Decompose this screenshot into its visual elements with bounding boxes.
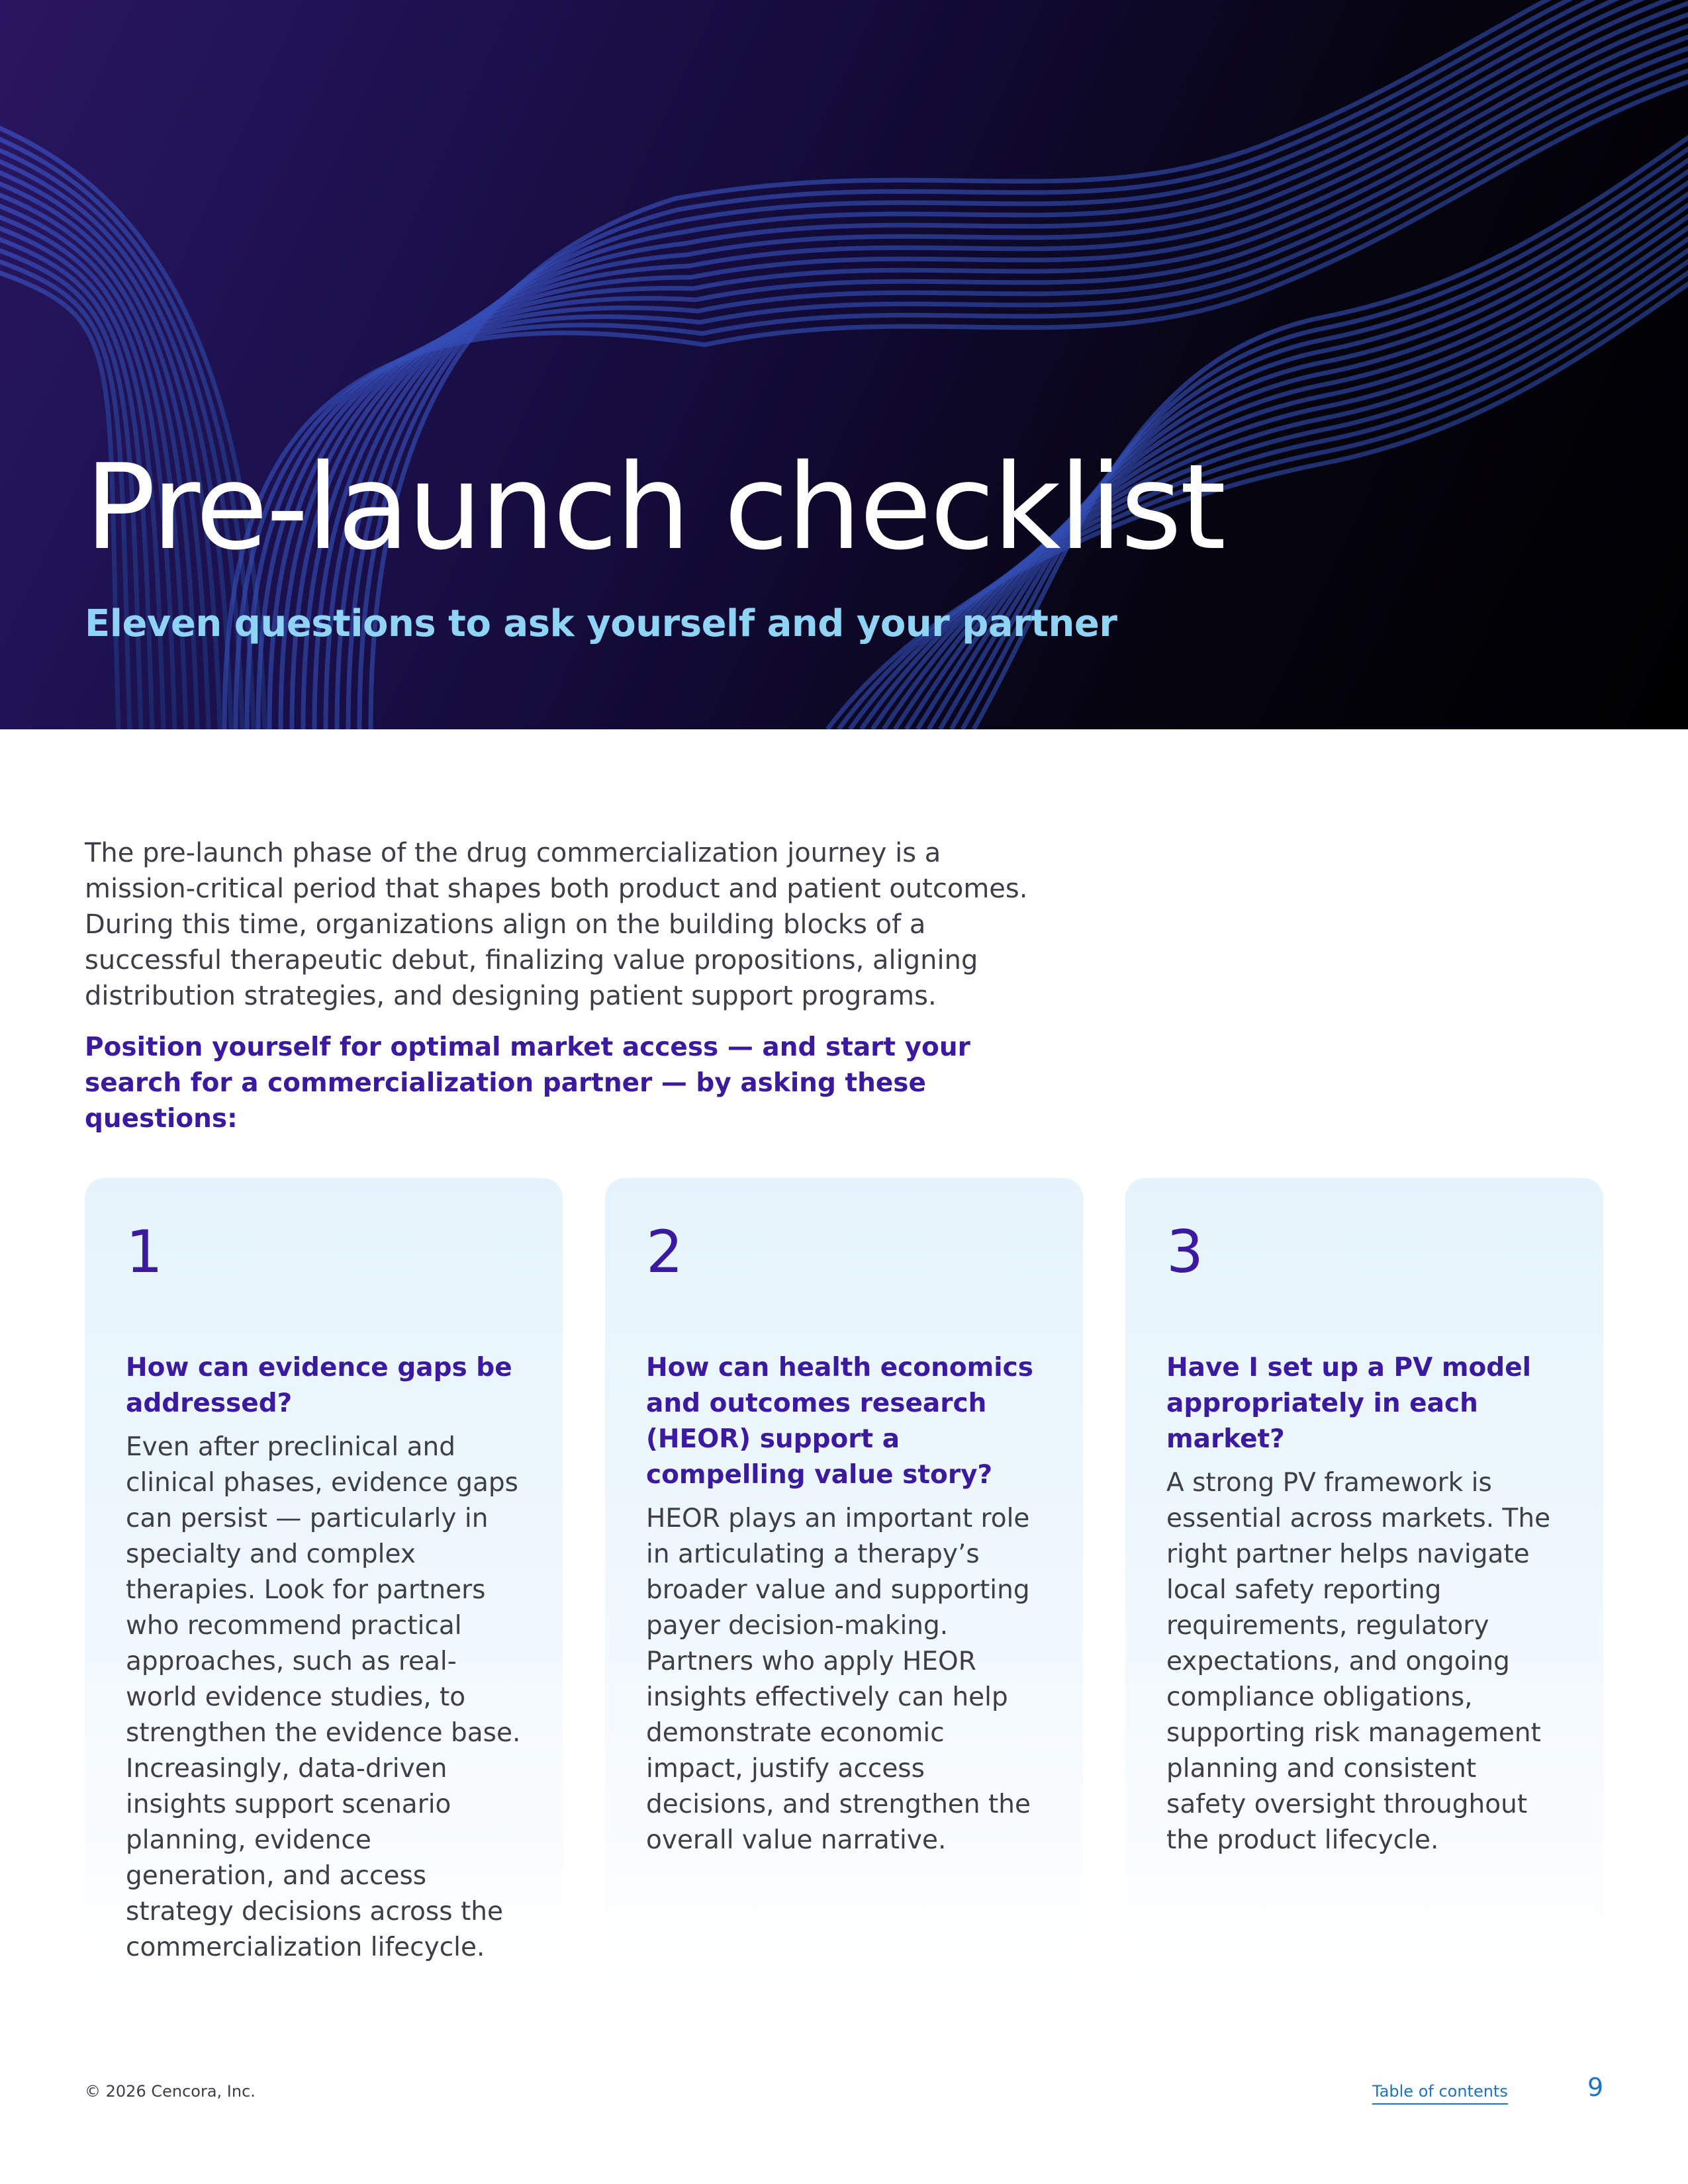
question-card-3 — [1125, 1178, 1603, 1987]
card-question: How can health economics and outcomes research (HEOR) support a compelling value story? — [646, 1353, 1033, 1490]
card-body: HEOR plays an important role in articulating a therapy’s broader value and supporting payer decision-making. Partners who apply HEOR insights effectively can help demonstrate economic impact, justify access decisions, and strengthen the overall value narrative. — [646, 1504, 1031, 1855]
question-card-1 — [85, 1178, 563, 1987]
card-number: 2 — [646, 1218, 683, 1286]
card-question: How can evidence gaps be addressed? — [126, 1353, 512, 1418]
intro-callout: Position yourself for optimal market access — and start your search for a commercialization partner — by asking these questions: — [85, 1032, 970, 1134]
card-body: A strong PV framework is essential across markets. The right partner helps navigate local safety reporting requirements, regulatory expectations, and ongoing compliance obligations, supporting risk management planning and consistent safety oversight throughout the product lifecycle. — [1166, 1468, 1551, 1855]
card-number: 1 — [126, 1218, 163, 1286]
question-card-2 — [605, 1178, 1083, 1987]
card-body: Even after preclinical and clinical phases, evidence gaps can persist — particularly in specialty and complex therapies. Look for partners who recommend practical approaches, such as real-world evidence studies, to strengthen the evidence base. Increasingly, data-driven insights support scenario planning, evidence generation, and access strategy decisions across the commercialization lifecycle. — [126, 1432, 521, 1962]
footer-copyright: © 2026 Cencora, Inc. — [85, 2082, 256, 2101]
page-title: Pre-launch checklist — [85, 439, 1225, 576]
card-number: 3 — [1166, 1218, 1203, 1286]
table-of-contents-link[interactable]: Table of contents — [1372, 2082, 1508, 2105]
page-number: 9 — [1587, 2073, 1604, 2102]
intro-paragraph: The pre-launch phase of the drug commercialization journey is a mission-critical period that shapes both product and patient outcomes. During this time, organizations align on the building blocks of a successful therapeutic debut, finalizing value propositions, aligning distribution strategies, and designing patient support programs. — [85, 838, 1028, 1011]
page-subtitle: Eleven questions to ask yourself and your partner — [85, 602, 1117, 645]
card-question: Have I set up a PV model appropriately in each market? — [1166, 1353, 1532, 1454]
hero-banner — [0, 0, 1688, 729]
